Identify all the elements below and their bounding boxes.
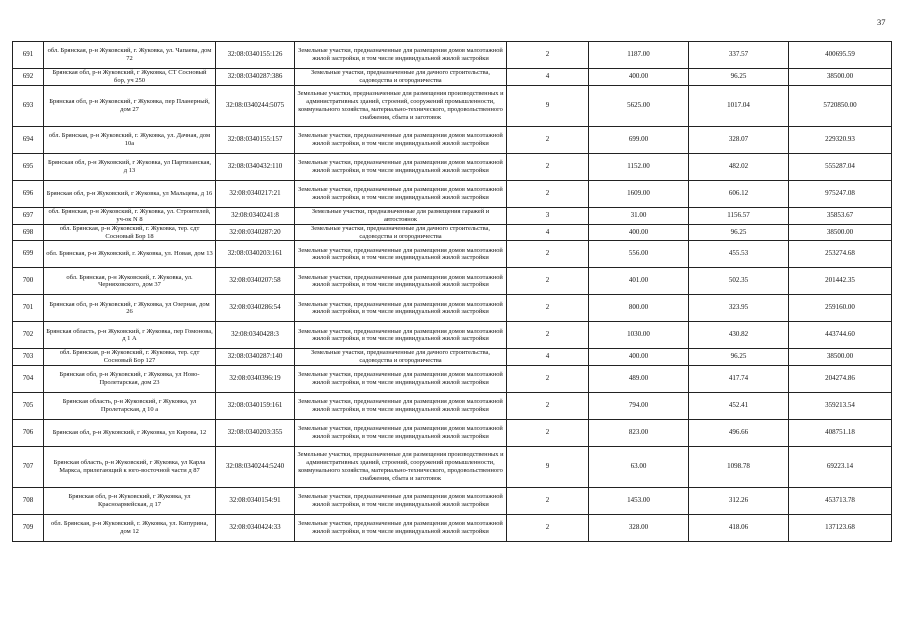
area-cell: 1453.00	[589, 488, 689, 515]
cadastral-number-cell: 32:08:0340207:58	[216, 268, 295, 295]
address-cell: Брянская область, р-н Жуковский, г Жуковка, пер Гомонова, д 1 А	[44, 322, 216, 349]
cadastral-value-cell: 38500.00	[789, 224, 892, 241]
specific-value-cell: 496.66	[689, 420, 789, 447]
use-group-cell: 4	[507, 224, 589, 241]
cadastral-number-cell: 32:08:0340396:19	[216, 366, 295, 393]
address-cell: Брянская обл, р-н Жуковский, г Жуковка, ул Кирова, 12	[44, 420, 216, 447]
area-cell: 63.00	[589, 447, 689, 488]
cadastral-value-cell: 443744.60	[789, 322, 892, 349]
area-cell: 328.00	[589, 515, 689, 542]
use-group-cell: 2	[507, 126, 589, 153]
land-use-cell: Земельные участки, предназначенные для размещения домов малоэтажной жилой застройки, в том числе индивидуальной жилой застройки	[295, 393, 507, 420]
cadastral-value-cell: 400695.59	[789, 42, 892, 69]
row-number: 694	[13, 126, 44, 153]
cadastral-number-cell: 32:08:0340203:355	[216, 420, 295, 447]
table-row	[13, 322, 892, 349]
specific-value-cell: 452.41	[689, 393, 789, 420]
cadastral-value-cell: 5720850.00	[789, 85, 892, 126]
specific-value-cell: 96.25	[689, 69, 789, 86]
specific-value-cell: 96.25	[689, 224, 789, 241]
specific-value-cell: 337.57	[689, 42, 789, 69]
table-row	[13, 393, 892, 420]
area-cell: 1152.00	[589, 153, 689, 180]
land-use-cell: Земельные участки, предназначенные для размещения домов малоэтажной жилой застройки, в том числе индивидуальной жилой застройки	[295, 268, 507, 295]
row-number: 698	[13, 224, 44, 241]
use-group-cell: 2	[507, 515, 589, 542]
cadastral-number-cell: 32:08:0340155:157	[216, 126, 295, 153]
specific-value-cell: 455.53	[689, 241, 789, 268]
land-use-cell: Земельные участки, предназначенные для размещения домов малоэтажной жилой застройки, в том числе индивидуальной жилой застройки	[295, 366, 507, 393]
use-group-cell: 2	[507, 322, 589, 349]
specific-value-cell: 1098.78	[689, 447, 789, 488]
cadastral-value-cell: 38500.00	[789, 349, 892, 366]
address-cell: Брянская область, р-н Жуковский, г Жуковка, ул Карла Маркса, прилегающий к юго-восточной части д 87	[44, 447, 216, 488]
cadastral-value-cell: 259160.00	[789, 295, 892, 322]
area-cell: 556.00	[589, 241, 689, 268]
cadastral-number-cell: 32:08:0340286:54	[216, 295, 295, 322]
table-body	[13, 42, 892, 542]
specific-value-cell: 417.74	[689, 366, 789, 393]
cadastral-number-cell: 32:08:0340424:33	[216, 515, 295, 542]
area-cell: 400.00	[589, 69, 689, 86]
land-use-cell: Земельные участки, предназначенные для размещения производственных и административных зданий, строений, сооружений промышленности, коммунального хозяйства, материально-технического, продовольственного снабжения, сбыта и заготовок	[295, 447, 507, 488]
use-group-cell: 2	[507, 180, 589, 207]
cadastral-number-cell: 32:08:0340432:110	[216, 153, 295, 180]
address-cell: Брянская обл, р-н Жуковский, г Жуковка, ул Озерная, дом 26	[44, 295, 216, 322]
address-cell: обл. Брянская, р-н Жуковский, г. Жуковка, ул. Строителей, уч-ок N 8	[44, 207, 216, 224]
address-cell: обл. Брянская, р-н Жуковский, г. Жуковка, ул. Черняховского, дом 37	[44, 268, 216, 295]
specific-value-cell: 1156.57	[689, 207, 789, 224]
address-cell: обл. Брянская, р-н Жуковский, г. Жуковка, тер. сдт Сосновый Бор 127	[44, 349, 216, 366]
address-cell: Брянская обл, р-н Жуковский, г Жуковка, пер Планерный, дом 27	[44, 85, 216, 126]
cadastral-value-cell: 975247.08	[789, 180, 892, 207]
address-cell: Брянская обл, р-н Жуковский, г Жуковка, СТ Сосновый бор, уч 250	[44, 69, 216, 86]
row-number: 703	[13, 349, 44, 366]
address-cell: обл. Брянская, р-н Жуковский, г. Жуковка, ул. Чапаева, дом 72	[44, 42, 216, 69]
use-group-cell: 9	[507, 447, 589, 488]
use-group-cell: 9	[507, 85, 589, 126]
cadastral-value-cell: 359213.54	[789, 393, 892, 420]
area-cell: 401.00	[589, 268, 689, 295]
table-row	[13, 295, 892, 322]
row-number: 695	[13, 153, 44, 180]
land-use-cell: Земельные участки, предназначенные для дачного строительства, садоводства и огородничества	[295, 69, 507, 86]
table-row	[13, 42, 892, 69]
table-row	[13, 488, 892, 515]
address-cell: Брянская обл, р-н Жуковский, г Жуковка, ул Красноармейская, д 17	[44, 488, 216, 515]
cadastral-number-cell: 32:08:0340287:386	[216, 69, 295, 86]
cadastral-number-cell: 32:08:0340287:140	[216, 349, 295, 366]
cadastral-value-cell: 204274.86	[789, 366, 892, 393]
table-row	[13, 69, 892, 86]
specific-value-cell: 323.95	[689, 295, 789, 322]
table-row	[13, 126, 892, 153]
land-use-cell: Земельные участки, предназначенные для размещения домов малоэтажной жилой застройки, в том числе индивидуальной жилой застройки	[295, 42, 507, 69]
area-cell: 489.00	[589, 366, 689, 393]
use-group-cell: 2	[507, 295, 589, 322]
land-use-cell: Земельные участки, предназначенные для размещения домов малоэтажной жилой застройки, в том числе индивидуальной жилой застройки	[295, 488, 507, 515]
land-use-cell: Земельные участки, предназначенные для размещения домов малоэтажной жилой застройки, в том числе индивидуальной жилой застройки	[295, 180, 507, 207]
table-row	[13, 420, 892, 447]
cadastral-value-cell: 229320.93	[789, 126, 892, 153]
area-cell: 1030.00	[589, 322, 689, 349]
row-number: 702	[13, 322, 44, 349]
cadastral-number-cell: 32:08:0340155:126	[216, 42, 295, 69]
cadastral-value-cell: 38500.00	[789, 69, 892, 86]
row-number: 708	[13, 488, 44, 515]
area-cell: 800.00	[589, 295, 689, 322]
land-use-cell: Земельные участки, предназначенные для размещения производственных и административных зданий, строений, сооружений промышленности, коммунального хозяйства, материально-технического, продовольственного снабжения, сбыта и заготовок	[295, 85, 507, 126]
use-group-cell: 2	[507, 420, 589, 447]
cadastral-number-cell: 32:08:0340244:5075	[216, 85, 295, 126]
land-use-cell: Земельные участки, предназначенные для размещения домов малоэтажной жилой застройки, в том числе индивидуальной жилой застройки	[295, 153, 507, 180]
specific-value-cell: 312.26	[689, 488, 789, 515]
table-row	[13, 349, 892, 366]
address-cell: обл. Брянская, р-н Жуковский, г. Жуковка, ул. Новая, дом 13	[44, 241, 216, 268]
cadastral-number-cell: 32:08:0340241:8	[216, 207, 295, 224]
row-number: 696	[13, 180, 44, 207]
address-cell: Брянская область, р-н Жуковский, г Жуковка, ул Пролетарская, д 10 а	[44, 393, 216, 420]
area-cell: 1609.00	[589, 180, 689, 207]
row-number: 697	[13, 207, 44, 224]
use-group-cell: 3	[507, 207, 589, 224]
use-group-cell: 2	[507, 42, 589, 69]
land-use-cell: Земельные участки, предназначенные для размещения гаражей и автостоянок	[295, 207, 507, 224]
cadastral-number-cell: 32:08:0340203:161	[216, 241, 295, 268]
cadastral-number-cell: 32:08:0340159:161	[216, 393, 295, 420]
cadastral-value-cell: 201442.35	[789, 268, 892, 295]
row-number: 706	[13, 420, 44, 447]
land-use-cell: Земельные участки, предназначенные для размещения домов малоэтажной жилой застройки, в том числе индивидуальной жилой застройки	[295, 420, 507, 447]
specific-value-cell: 430.82	[689, 322, 789, 349]
use-group-cell: 2	[507, 488, 589, 515]
cadastral-number-cell: 32:08:0340217:21	[216, 180, 295, 207]
cadastral-value-cell: 35853.67	[789, 207, 892, 224]
address-cell: Брянская обл, р-н Жуковский, г Жуковка, ул Ново-Пролетарская, дом 23	[44, 366, 216, 393]
area-cell: 794.00	[589, 393, 689, 420]
table-row	[13, 366, 892, 393]
specific-value-cell: 606.12	[689, 180, 789, 207]
area-cell: 5625.00	[589, 85, 689, 126]
land-use-cell: Земельные участки, предназначенные для размещения домов малоэтажной жилой застройки, в том числе индивидуальной жилой застройки	[295, 295, 507, 322]
specific-value-cell: 482.02	[689, 153, 789, 180]
table-row	[13, 224, 892, 241]
row-number: 707	[13, 447, 44, 488]
row-number: 691	[13, 42, 44, 69]
table-row	[13, 268, 892, 295]
address-cell: обл. Брянская, р-н Жуковский, г. Жуковка, ул. Кипурина, дом 12	[44, 515, 216, 542]
use-group-cell: 4	[507, 69, 589, 86]
area-cell: 823.00	[589, 420, 689, 447]
use-group-cell: 4	[507, 349, 589, 366]
area-cell: 1187.00	[589, 42, 689, 69]
row-number: 693	[13, 85, 44, 126]
table-row	[13, 153, 892, 180]
specific-value-cell: 328.07	[689, 126, 789, 153]
area-cell: 400.00	[589, 349, 689, 366]
land-use-cell: Земельные участки, предназначенные для размещения домов малоэтажной жилой застройки, в том числе индивидуальной жилой застройки	[295, 126, 507, 153]
area-cell: 400.00	[589, 224, 689, 241]
row-number: 699	[13, 241, 44, 268]
row-number: 700	[13, 268, 44, 295]
row-number: 692	[13, 69, 44, 86]
land-use-cell: Земельные участки, предназначенные для размещения домов малоэтажной жилой застройки, в том числе индивидуальной жилой застройки	[295, 515, 507, 542]
cadastral-value-cell: 69223.14	[789, 447, 892, 488]
cadastral-value-cell: 137123.68	[789, 515, 892, 542]
row-number: 704	[13, 366, 44, 393]
row-number: 705	[13, 393, 44, 420]
table-row	[13, 241, 892, 268]
page-number: 37	[877, 17, 886, 27]
cadastral-value-cell: 453713.78	[789, 488, 892, 515]
land-use-cell: Земельные участки, предназначенные для размещения домов малоэтажной жилой застройки, в том числе индивидуальной жилой застройки	[295, 241, 507, 268]
table-row	[13, 85, 892, 126]
cadastral-number-cell: 32:08:0340287:20	[216, 224, 295, 241]
table-row	[13, 447, 892, 488]
use-group-cell: 2	[507, 153, 589, 180]
specific-value-cell: 1017.04	[689, 85, 789, 126]
area-cell: 699.00	[589, 126, 689, 153]
row-number: 701	[13, 295, 44, 322]
specific-value-cell: 502.35	[689, 268, 789, 295]
use-group-cell: 2	[507, 366, 589, 393]
cadastral-value-cell: 555287.04	[789, 153, 892, 180]
use-group-cell: 2	[507, 268, 589, 295]
land-plots-table	[12, 41, 892, 542]
cadastral-number-cell: 32:08:0340244:5240	[216, 447, 295, 488]
table-row	[13, 207, 892, 224]
table-row	[13, 515, 892, 542]
cadastral-value-cell: 253274.68	[789, 241, 892, 268]
area-cell: 31.00	[589, 207, 689, 224]
land-use-cell: Земельные участки, предназначенные для дачного строительства, садоводства и огородничества	[295, 349, 507, 366]
address-cell: обл. Брянская, р-н Жуковский, г. Жуковка, тер. сдт Сосновый Бор 18	[44, 224, 216, 241]
address-cell: обл. Брянская, р-н Жуковский, г. Жуковка, ул. Дачная, дом 10а	[44, 126, 216, 153]
cadastral-value-cell: 408751.18	[789, 420, 892, 447]
table-row	[13, 180, 892, 207]
use-group-cell: 2	[507, 393, 589, 420]
cadastral-number-cell: 32:08:0340154:91	[216, 488, 295, 515]
cadastral-number-cell: 32:08:0340428:3	[216, 322, 295, 349]
specific-value-cell: 418.06	[689, 515, 789, 542]
address-cell: Брянская обл, р-н Жуковский, г Жуковка, ул Партизанская, д 13	[44, 153, 216, 180]
land-use-cell: Земельные участки, предназначенные для дачного строительства, садоводства и огородничества	[295, 224, 507, 241]
address-cell: Брянская обл, р-н Жуковский, г Жуковка, ул Мальцева, д 16	[44, 180, 216, 207]
land-use-cell: Земельные участки, предназначенные для размещения домов малоэтажной жилой застройки, в том числе индивидуальной жилой застройки	[295, 322, 507, 349]
row-number: 709	[13, 515, 44, 542]
specific-value-cell: 96.25	[689, 349, 789, 366]
use-group-cell: 2	[507, 241, 589, 268]
